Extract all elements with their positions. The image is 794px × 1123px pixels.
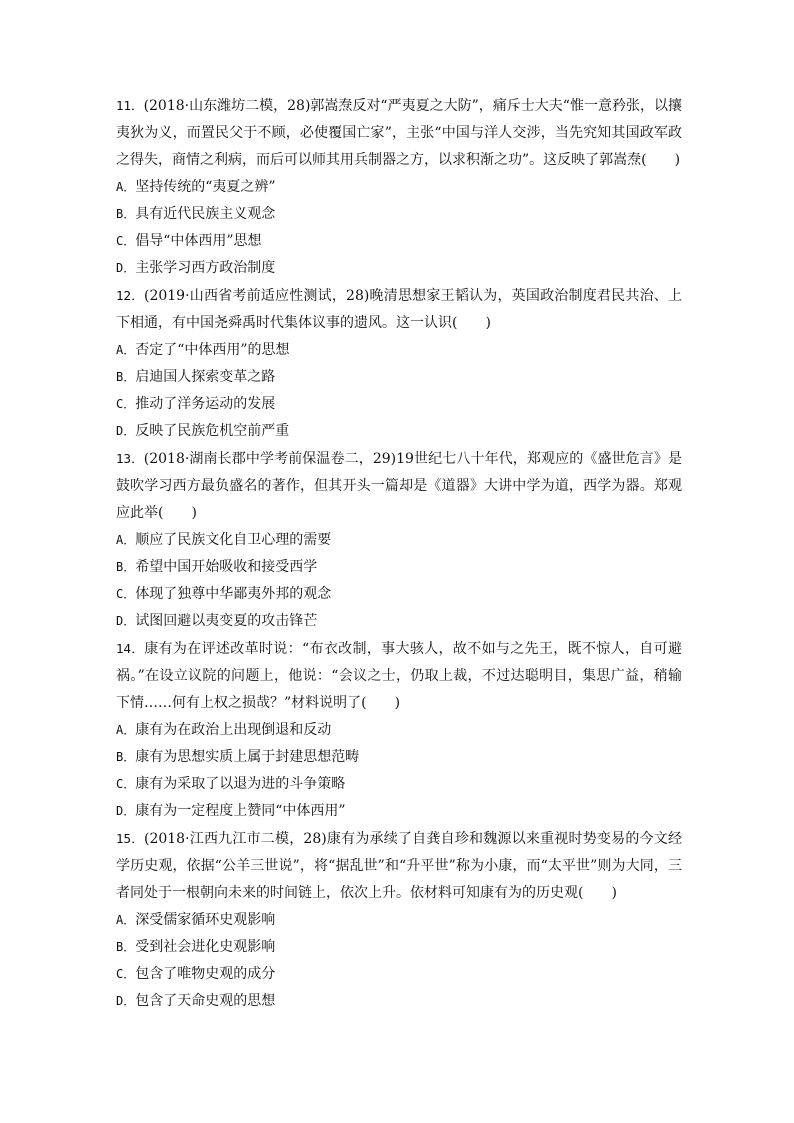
option-text: 受到社会进化史观影响	[135, 939, 276, 955]
option-text: 坚持传统的“夷夏之辨”	[135, 179, 276, 195]
option-c	[116, 581, 682, 608]
option-letter: D．	[116, 804, 136, 818]
option-a	[116, 337, 682, 364]
option-letter: C．	[116, 587, 136, 601]
option-c	[116, 228, 682, 255]
option-letter: D．	[116, 614, 136, 628]
option-text: 试图回避以夷变夏的攻击锋芒	[135, 613, 318, 629]
option-text: 反映了民族危机空前严重	[135, 423, 290, 439]
question-number: 15．	[116, 831, 144, 846]
option-text: 体现了独尊中华鄙夷外邦的观念	[135, 586, 332, 602]
option-text: 具有近代民族主义观念	[135, 206, 276, 222]
option-d	[116, 255, 682, 282]
question-number: 13．	[116, 451, 144, 466]
question-stem	[116, 92, 682, 174]
option-letter: B．	[116, 750, 136, 764]
option-b	[116, 744, 682, 771]
option-text: 主张学习西方政治制度	[135, 260, 276, 276]
option-a	[116, 717, 682, 744]
option-letter: B．	[116, 940, 136, 954]
option-letter: C．	[116, 234, 136, 248]
question-12	[116, 282, 682, 445]
option-text: 包含了唯物史观的成分	[135, 966, 276, 982]
question-text: 康有为在评述改革时说：“布衣改制，事大骇人，故不如与之先王，既不惊人，自可避祸。”在设立议院的问题上，他说：“会议之士，仍取上裁，不过达聪明目，集思广益，稍输下情……何有上权之损哉？”材料说明了( )	[116, 641, 682, 711]
option-c	[116, 961, 682, 988]
option-text: 康有为采取了以退为进的斗争策略	[135, 776, 346, 792]
question-stem	[116, 635, 682, 717]
question-11	[116, 92, 682, 282]
option-c	[116, 391, 682, 418]
option-letter: D．	[116, 261, 136, 275]
option-letter: C．	[116, 777, 136, 791]
option-letter: A．	[116, 343, 136, 357]
question-number: 11．	[116, 98, 144, 113]
question-text: (2018·江西九江市二模，28)康有为承续了自龚自珍和魏源以来重视时势变易的今文经学历史观，依据“公羊三世说”，将“据乱世”和“升平世”称为小康，而“太平世”则为大同，三者同处于一根朝向未来的时间链上，依次上升。依材料可知康有为的历史观( )	[116, 831, 682, 901]
question-14	[116, 635, 682, 825]
option-d	[116, 418, 682, 445]
question-number: 12．	[116, 288, 144, 303]
option-text: 深受儒家循环史观影响	[135, 912, 276, 928]
option-b	[116, 201, 682, 228]
option-letter: B．	[116, 560, 136, 574]
option-text: 包含了天命史观的思想	[135, 993, 276, 1009]
option-text: 启迪国人探索变革之路	[135, 369, 276, 385]
option-text: 倡导“中体西用”思想	[135, 233, 262, 249]
option-b	[116, 554, 682, 581]
question-stem	[116, 282, 682, 337]
question-number: 14．	[116, 641, 145, 656]
option-text: 康有为一定程度上赞同“中体西用”	[135, 803, 346, 819]
question-stem	[116, 445, 682, 527]
option-a	[116, 527, 682, 554]
option-d	[116, 608, 682, 635]
option-a	[116, 907, 682, 934]
option-a	[116, 174, 682, 201]
question-text: (2019·山西省考前适应性测试，28)晚清思想家王韬认为，英国政治制度君民共治、上下相通，有中国尧舜禹时代集体议事的遗风。这一认识( )	[116, 288, 682, 331]
option-text: 康有为思想实质上属于封建思想范畴	[135, 749, 360, 765]
option-text: 康有为在政治上出现倒退和反动	[135, 722, 332, 738]
option-text: 推动了洋务运动的发展	[135, 396, 276, 412]
option-b	[116, 934, 682, 961]
option-letter: A．	[116, 533, 136, 547]
option-letter: C．	[116, 967, 136, 981]
option-letter: A．	[116, 180, 136, 194]
option-letter: C．	[116, 397, 136, 411]
question-13	[116, 445, 682, 635]
question-list	[116, 92, 682, 1015]
option-c	[116, 771, 682, 798]
question-15	[116, 825, 682, 1015]
question-text: (2018·山东潍坊二模，28)郭嵩焘反对“严夷夏之大防”，痛斥士大夫“惟一意矜张，以攘夷狄为义，而置民父于不顾，必使覆国亡家”，主张“中国与洋人交涉，当先究知其国政军政之得失，商情之利病，而后可以师其用兵制器之方，以求积渐之功”。这反映了郭嵩焘( )	[116, 98, 682, 168]
question-stem	[116, 825, 682, 907]
option-letter: B．	[116, 370, 136, 384]
option-letter: A．	[116, 913, 136, 927]
option-letter: A．	[116, 723, 136, 737]
option-letter: B．	[116, 207, 136, 221]
option-letter: D．	[116, 424, 136, 438]
option-text: 否定了“中体西用”的思想	[135, 342, 290, 358]
option-letter: D．	[116, 994, 136, 1008]
option-b	[116, 364, 682, 391]
option-text: 希望中国开始吸收和接受西学	[135, 559, 318, 575]
option-d	[116, 988, 682, 1015]
option-d	[116, 798, 682, 825]
option-text: 顺应了民族文化自卫心理的需要	[135, 532, 332, 548]
question-text: (2018·湖南长郡中学考前保温卷二，29)19世纪七八十年代，郑观应的《盛世危言》是鼓吹学习西方最负盛名的著作，但其开头一篇却是《道器》大讲中学为道，西学为器。郑观应此举( )	[116, 451, 682, 521]
